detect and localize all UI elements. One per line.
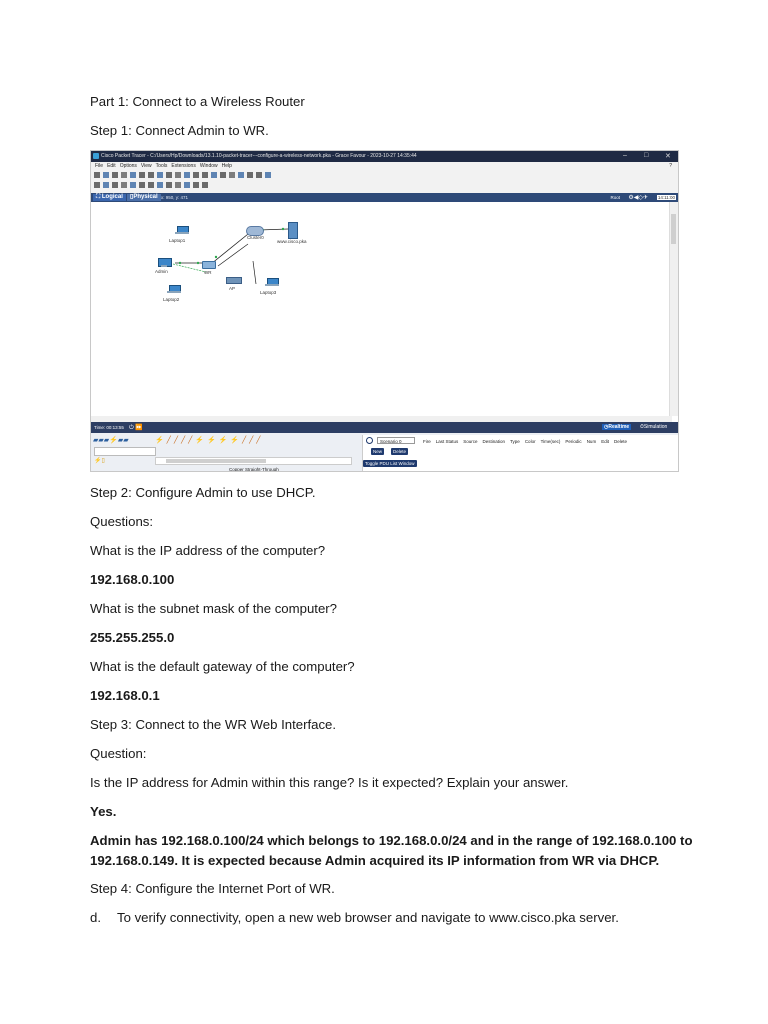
toolbar-tool-icon[interactable]	[220, 172, 226, 178]
server-icon[interactable]	[288, 222, 298, 239]
simulation-mode-button[interactable]: ⏱Simulation	[640, 424, 668, 430]
device-search-box[interactable]	[94, 447, 156, 456]
menu-tools[interactable]: Tools	[155, 163, 168, 169]
ap-icon[interactable]	[226, 277, 242, 284]
help-icon[interactable]: ?	[669, 163, 672, 169]
window-titlebar	[91, 151, 678, 162]
pdu-column-header: Destination	[482, 439, 506, 444]
pdu-column-header: Fire	[423, 439, 431, 444]
answer-4-yes: Yes.	[90, 804, 117, 819]
step-3: Step 3: Connect to the WR Web Interface.	[90, 717, 337, 732]
toolbar-tool-icon[interactable]	[202, 182, 208, 188]
toolbar-tool-icon[interactable]	[229, 172, 235, 178]
step-4: Step 4: Configure the Internet Port of WR.	[90, 881, 335, 896]
toolbar-tool-icon[interactable]	[265, 172, 271, 178]
laptop2-label: Laptop2	[163, 297, 180, 302]
pdu-column-header: Source	[463, 439, 478, 444]
secondary-toolbar	[91, 180, 678, 193]
question-2: What is the subnet mask of the computer?	[90, 601, 338, 616]
cable-label: Copper Straight-Through	[229, 467, 279, 472]
answer-1: 192.168.0.100	[90, 572, 175, 587]
step-1: Step 1: Connect Admin to WR.	[90, 123, 269, 138]
scrollbar-thumb[interactable]	[671, 214, 676, 244]
questions-label: Questions:	[90, 514, 154, 529]
toolbar-tool-icon[interactable]	[157, 172, 163, 178]
pdu-column-header: Type	[510, 439, 520, 444]
laptop3-icon[interactable]	[265, 278, 279, 287]
cursor-coordinates: x: 950, y: 471	[161, 195, 189, 200]
status-bar	[91, 422, 678, 433]
toolbar-tool-icon[interactable]	[193, 182, 199, 188]
toolbar-tool-icon[interactable]	[247, 172, 253, 178]
menu-file[interactable]: File	[95, 163, 104, 169]
menubar	[91, 162, 678, 170]
toolbar-tool-icon[interactable]	[184, 182, 190, 188]
menu-help[interactable]: Help	[221, 163, 232, 169]
admin-label: Admin	[155, 269, 168, 274]
pdu-column-header: Num	[586, 439, 597, 444]
toolbar-tool-icon[interactable]	[139, 182, 145, 188]
pdu-column-header: Periodic	[565, 439, 582, 444]
toolbar-tool-icon[interactable]	[166, 182, 172, 188]
question-4: Is the IP address for Admin within this range? Is it expected? Explain your answer.	[90, 775, 569, 790]
menu-window[interactable]: Window	[199, 163, 218, 169]
toolbar-tool-icon[interactable]	[148, 182, 154, 188]
device-category-icons[interactable]: ▰▰▰⚡▰▰	[93, 437, 129, 444]
answer-2: 255.255.255.0	[90, 630, 175, 645]
workspace-vertical-scrollbar[interactable]	[669, 202, 678, 416]
toolbar-tool-icon[interactable]	[121, 182, 127, 188]
menu-view[interactable]: View	[140, 163, 152, 169]
toolbar-tool-icon[interactable]	[121, 172, 127, 178]
selected-device-icon[interactable]: ⚡▯	[94, 458, 105, 464]
tab-logical[interactable]: ⛶ Logical	[93, 194, 126, 201]
logical-workspace[interactable]	[91, 202, 672, 416]
clock: 14:11:00	[657, 195, 675, 200]
wr-label: WR	[204, 270, 212, 275]
toolbar-tool-icon[interactable]	[256, 172, 262, 178]
menu-extensions[interactable]: Extensions	[171, 163, 196, 169]
toolbar-tool-icon[interactable]	[94, 172, 100, 178]
toolbar-tool-icon[interactable]	[103, 182, 109, 188]
app-icon	[93, 153, 99, 159]
item-d-marker: d.	[90, 910, 101, 925]
laptop1-icon[interactable]	[175, 226, 189, 235]
pdu-column-header: Time(sec)	[540, 439, 561, 444]
pdu-panel	[362, 435, 679, 471]
laptop3-label: Laptop3	[260, 290, 277, 295]
answer-4-line-2: 192.168.0.149. It is expected because Admin acquired its IP information from WR via DHCP.	[90, 853, 660, 868]
workspace-mode-bar	[91, 193, 678, 202]
toggle-pdu-list-button[interactable]: Toggle PDU List Window	[365, 461, 415, 466]
toolbar-tool-icon[interactable]	[94, 182, 100, 188]
minimize-icon[interactable]: –	[623, 152, 627, 159]
pdu-column-header: Delete	[613, 439, 627, 444]
question-3: What is the default gateway of the computer?	[90, 659, 355, 674]
root-label: Root	[610, 195, 620, 200]
admin-pc-icon[interactable]	[158, 258, 170, 268]
packet-tracer-screenshot	[90, 150, 679, 472]
toolbar-tool-icon[interactable]	[202, 172, 208, 178]
toolbar-tool-icon[interactable]	[175, 182, 181, 188]
question-label: Question:	[90, 746, 147, 761]
toolbar-tool-icon[interactable]	[175, 172, 181, 178]
ap-label: AP	[229, 286, 236, 291]
bottom-panel	[91, 433, 678, 472]
laptop1-label: Laptop1	[169, 238, 186, 243]
answer-3: 192.168.0.1	[90, 688, 160, 703]
tab-physical[interactable]: ▯Physical	[127, 194, 161, 201]
toolbar-tool-icon[interactable]	[166, 172, 172, 178]
toolbar-tool-icon[interactable]	[157, 182, 163, 188]
menu-edit[interactable]: Edit	[107, 163, 116, 169]
realtime-mode-button[interactable]: ◷Realtime	[604, 424, 630, 430]
scenario-icon	[366, 437, 373, 444]
view-tools-icon[interactable]: ⚙◀◇✈	[628, 195, 648, 201]
maximize-icon[interactable]: □	[644, 152, 649, 159]
server-label: www.cisco.pka	[277, 239, 307, 244]
question-1: What is the IP address of the computer?	[90, 543, 326, 558]
toolbar-tool-icon[interactable]	[148, 172, 154, 178]
cluster0-label: Cluster0	[247, 235, 264, 240]
delete-scenario-button[interactable]: Delete	[393, 449, 407, 454]
laptop2-icon[interactable]	[167, 285, 181, 294]
scenario-select[interactable]: Scenario 0	[377, 437, 415, 444]
wr-router-icon[interactable]	[202, 261, 216, 269]
part-heading: Part 1: Connect to a Wireless Router	[90, 94, 305, 109]
toolbar-tool-icon[interactable]	[139, 172, 145, 178]
menu-options[interactable]: Options	[119, 163, 137, 169]
cluster0-icon[interactable]	[246, 224, 262, 234]
link-laptop1	[253, 261, 256, 284]
window-title: Cisco Packet Tracer - C:/Users/Hp/Downloads/13.1.10-packet-tracer---configure-a-wireless-network.pka - Grace Favour - 2023-10-27 14:35:44	[101, 153, 417, 159]
close-icon[interactable]: ✕	[665, 153, 671, 160]
toolbar-tool-icon[interactable]	[112, 172, 118, 178]
pdu-column-header: Edit	[601, 439, 609, 444]
toolbar-tool-icon[interactable]	[184, 172, 190, 178]
toolbar-tool-icon[interactable]	[130, 182, 136, 188]
answer-4-line-1: Admin has 192.168.0.100/24 which belongs to 192.168.0.0/24 and in the range of 192.168.0.100 to	[90, 833, 693, 848]
main-toolbar	[91, 170, 678, 180]
toolbar-tool-icon[interactable]	[193, 172, 199, 178]
pdu-column-header: Color	[524, 439, 536, 444]
connection-type-icons[interactable]: ⚡ ╱ ╱ ╱ ╱ ⚡ ⚡ ⚡ ⚡ ╱ ╱ ╱	[155, 437, 261, 444]
toolbar-tool-icon[interactable]	[211, 172, 217, 178]
toolbar-tool-icon[interactable]	[238, 172, 244, 178]
item-d-text: To verify connectivity, open a new web browser and navigate to www.cisco.pka server.	[117, 910, 619, 925]
sim-time: Time: 00:13:55	[94, 425, 124, 430]
step-2: Step 2: Configure Admin to use DHCP.	[90, 485, 316, 500]
toolbar-tool-icon[interactable]	[103, 172, 109, 178]
new-scenario-button[interactable]: New	[373, 449, 383, 454]
pdu-column-headers	[423, 439, 632, 444]
toolbar-tool-icon[interactable]	[112, 182, 118, 188]
pdu-column-header: Last Status	[435, 439, 459, 444]
device-subtype-scrollbar[interactable]	[155, 457, 352, 465]
power-cycle-icon[interactable]: ⏻ ⏩	[129, 425, 143, 431]
toolbar-tool-icon[interactable]	[130, 172, 136, 178]
